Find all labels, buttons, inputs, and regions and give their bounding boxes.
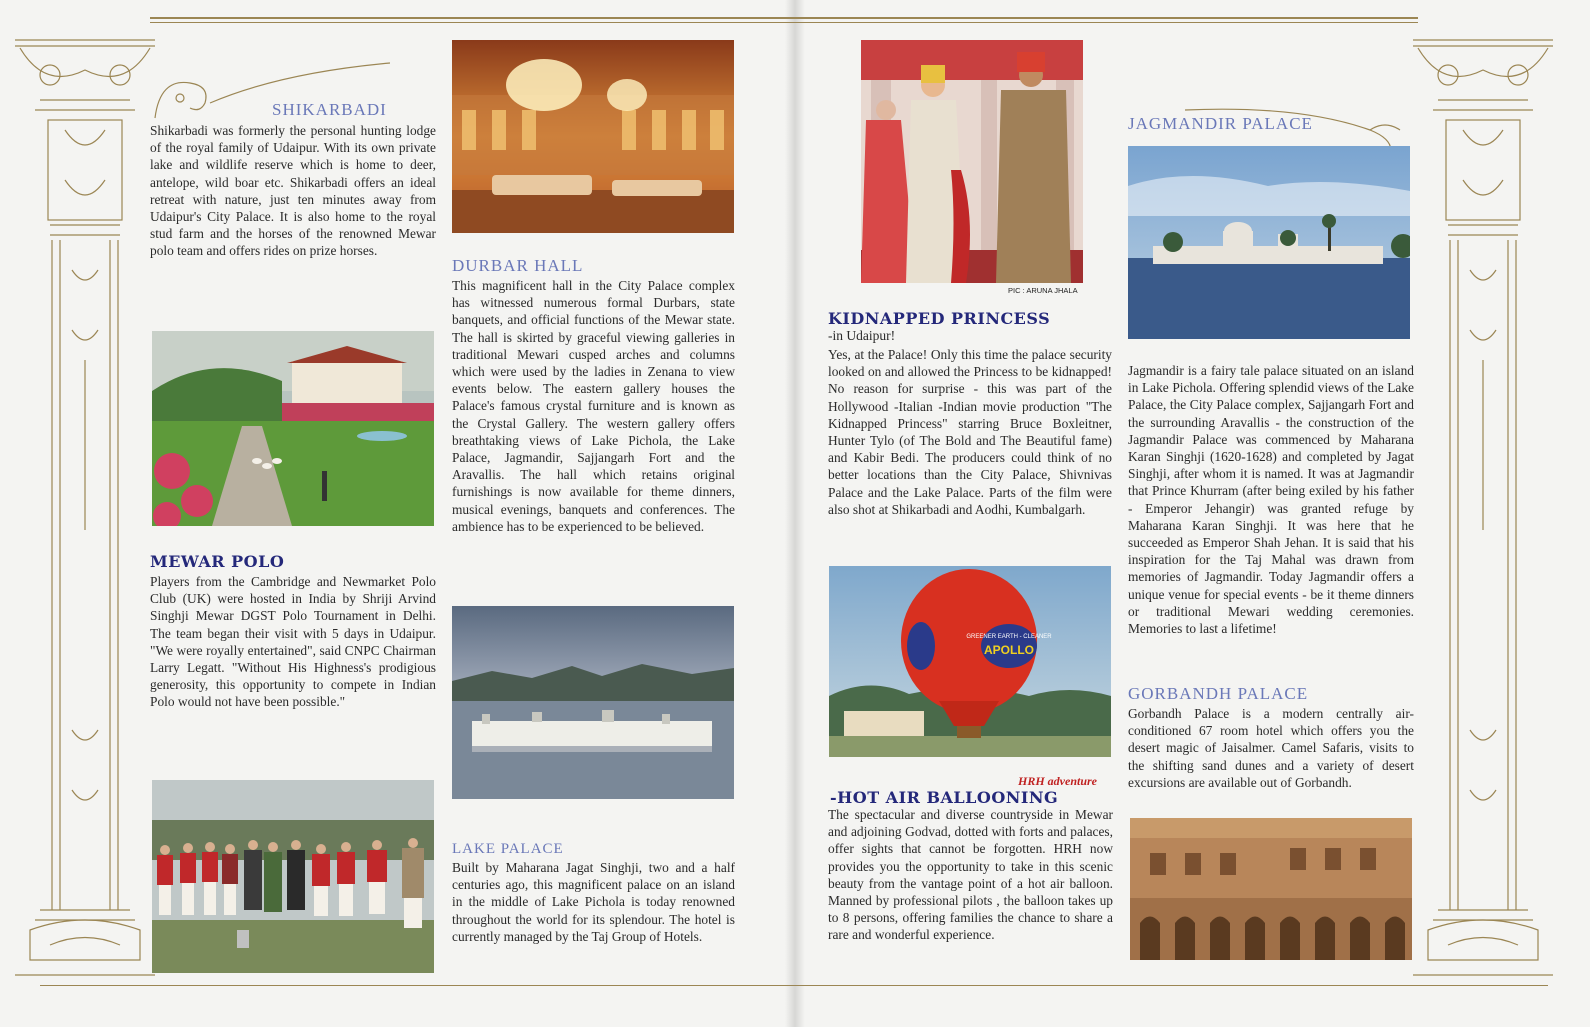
jagmandir-heading: JAGMANDIR PALACE: [1128, 114, 1313, 133]
left-pillar-ornament: [10, 30, 160, 990]
durbar-hall-heading: DURBAR HALL: [452, 256, 584, 275]
jagmandir-photo: [1128, 146, 1410, 339]
mewar-polo-heading: MEWAR POLO: [150, 552, 285, 571]
gorbandh-heading: GORBANDH PALACE: [1128, 684, 1309, 703]
right-pillar-ornament: [1408, 30, 1558, 990]
kidnapped-princess-heading: KIDNAPPED PRINCESS: [828, 309, 1051, 328]
lake-palace-photo: [452, 606, 734, 799]
hrh-adventure-tag: HRH adventure: [1018, 774, 1098, 788]
book-spine: [785, 0, 805, 1027]
durbar-hall-text: This magnificent hall in the City Palace complex has witnessed numerous formal Durbars, state banquets, and official functions of the Mewar state. The hall is skirted by graceful viewing galleries in traditional Mewari cusped arches and columns which were used by the ladies in Zenana to view events below. The eastern gallery houses the Palace's famous crystal furniture and is known as the Crystal Gallery. The western gallery offers breathtaking views of Lake Pichola, the Lake Palace, Jagmandir, Sajjangarh Fort and the Aravallis. The hall which retains original furnishings is now available for theme dinners, musical evenings, banquets and conferences. The ambience has to be experienced to be believed.: [452, 278, 735, 534]
hot-air-ballooning-heading: -HOT AIR BALLOONING: [830, 788, 1059, 807]
kidnapped-princess-subtitle: -in Udaipur!: [828, 328, 896, 343]
hot-air-balloon-photo: [829, 566, 1111, 757]
balloon-slogan: GREENER EARTH - CLEANER: [966, 634, 1052, 640]
lake-palace-text: Built by Maharana Jagat Singhji, two and a half centuries ago, this magnificent palace on an island in the middle of Lake Pichola is today renowned throughout the world for its splendour. The hotel is currently managed by the Taj Group of Hotels.: [452, 860, 735, 944]
mewar-polo-text: Players from the Cambridge and Newmarket Polo Club (UK) were hosted in India by Shriji Arvind Singhji Mewar DGST Polo Tournament in Delhi. The team began their visit with 5 days in Udaipur. "We were royally entertained", said CNPC Chairman Larry Legatt. "Without His Highness's prodigious generosity, this opportunity to compete in Indian Polo would not have been possible.": [150, 574, 436, 710]
hot-air-ballooning-text: The spectacular and diverse countryside in Mewar and adjoining Godvad, dotted with forts and palaces, offer sights that cannot be forgotten. HRH now provides you the opportunity to take in this scenic beauty from the vantage point of a hot air balloon. Manned by professional pilots , the balloon takes up to 8 persons, offering families the chance to share a rare and wonderful experience.: [828, 807, 1113, 943]
kidnapped-princess-text: Yes, at the Palace! Only this time the palace security looked on and allowed the Princess to be kidnapped! No reason for surprise - this was part of the Hollywood -Italian -Indian movie production "The Kidnapped Princess" starring Bruce Boxleitner, Hunter Tylo (of The Bold and The Beautiful fame) and Kabir Bedi. The producers could think of no better locations than the City Palace, Shivnivas Palace and the Lake Palace. Parts of the film were also shot at Shikarbadi and Aodhi, Kumbalgarh.: [828, 347, 1112, 517]
shikarbadi-garden-photo: [152, 331, 434, 526]
shikarbadi-text: Shikarbadi was formerly the personal hunting lodge of the royal family of Udaipur. With its own private lake and wildlife reserve which is home to deer, antelope, wild boar etc. Shikarbadi offers an ideal retreat with nature, just ten minutes away from Udaipur's City Palace. It is also home to the royal stud farm and the horses of the renowned Mewar polo team and offers rides on prize horses.: [150, 123, 436, 259]
kidnapped-princess-photo: [861, 40, 1083, 283]
balloon-brand: APOLLO: [984, 643, 1034, 657]
jagmandir-text: Jagmandir is a fairy tale palace situated on an island in Lake Pichola. Offering splendid views of the Lake Palace, the City Palace complex, Sajjangarh Fort and the surrounding Aravallis - the construction of the Jagmandir Palace was commenced by Maharana Karan Singhji (1620-1628) and completed by Jagat Singhji, after whom it is named. It was at Jagmandir that Prince Khurram (after being exiled by his father - Emperor Jehangir) was granted refuge by Maharana Karan Singhji. It was here that he succeeded as Emperor Shah Jehan. It is said that his inspiration for the Taj Mahal was drawn from memories of Jagmandir. Today Jagmandir offers a unique venue for special events - be it theme dinners or traditional Mewari wedding ceremonies. Memories to last a lifetime!: [1128, 363, 1414, 637]
gorbandh-text: Gorbandh Palace is a modern centrally air-conditioned 67 room hotel which offers you the desert magic of Jaisalmer. Camel Safaris, visits to the shifting sand dunes and a variety of desert excursions are available out of Gorbandh.: [1128, 706, 1414, 790]
top-border-line: [150, 17, 1418, 19]
bottom-border-line: [40, 985, 1548, 986]
gorbandh-palace-photo: [1130, 818, 1412, 960]
lake-palace-heading: LAKE PALACE: [452, 841, 564, 857]
top-border-line-inner: [150, 22, 1418, 23]
polo-team-photo: [152, 780, 434, 973]
photo-credit: PIC : ARUNA JHALA: [1008, 286, 1078, 295]
durbar-hall-photo: [452, 40, 734, 233]
shikarbadi-heading: SHIKARBADI: [272, 100, 387, 119]
